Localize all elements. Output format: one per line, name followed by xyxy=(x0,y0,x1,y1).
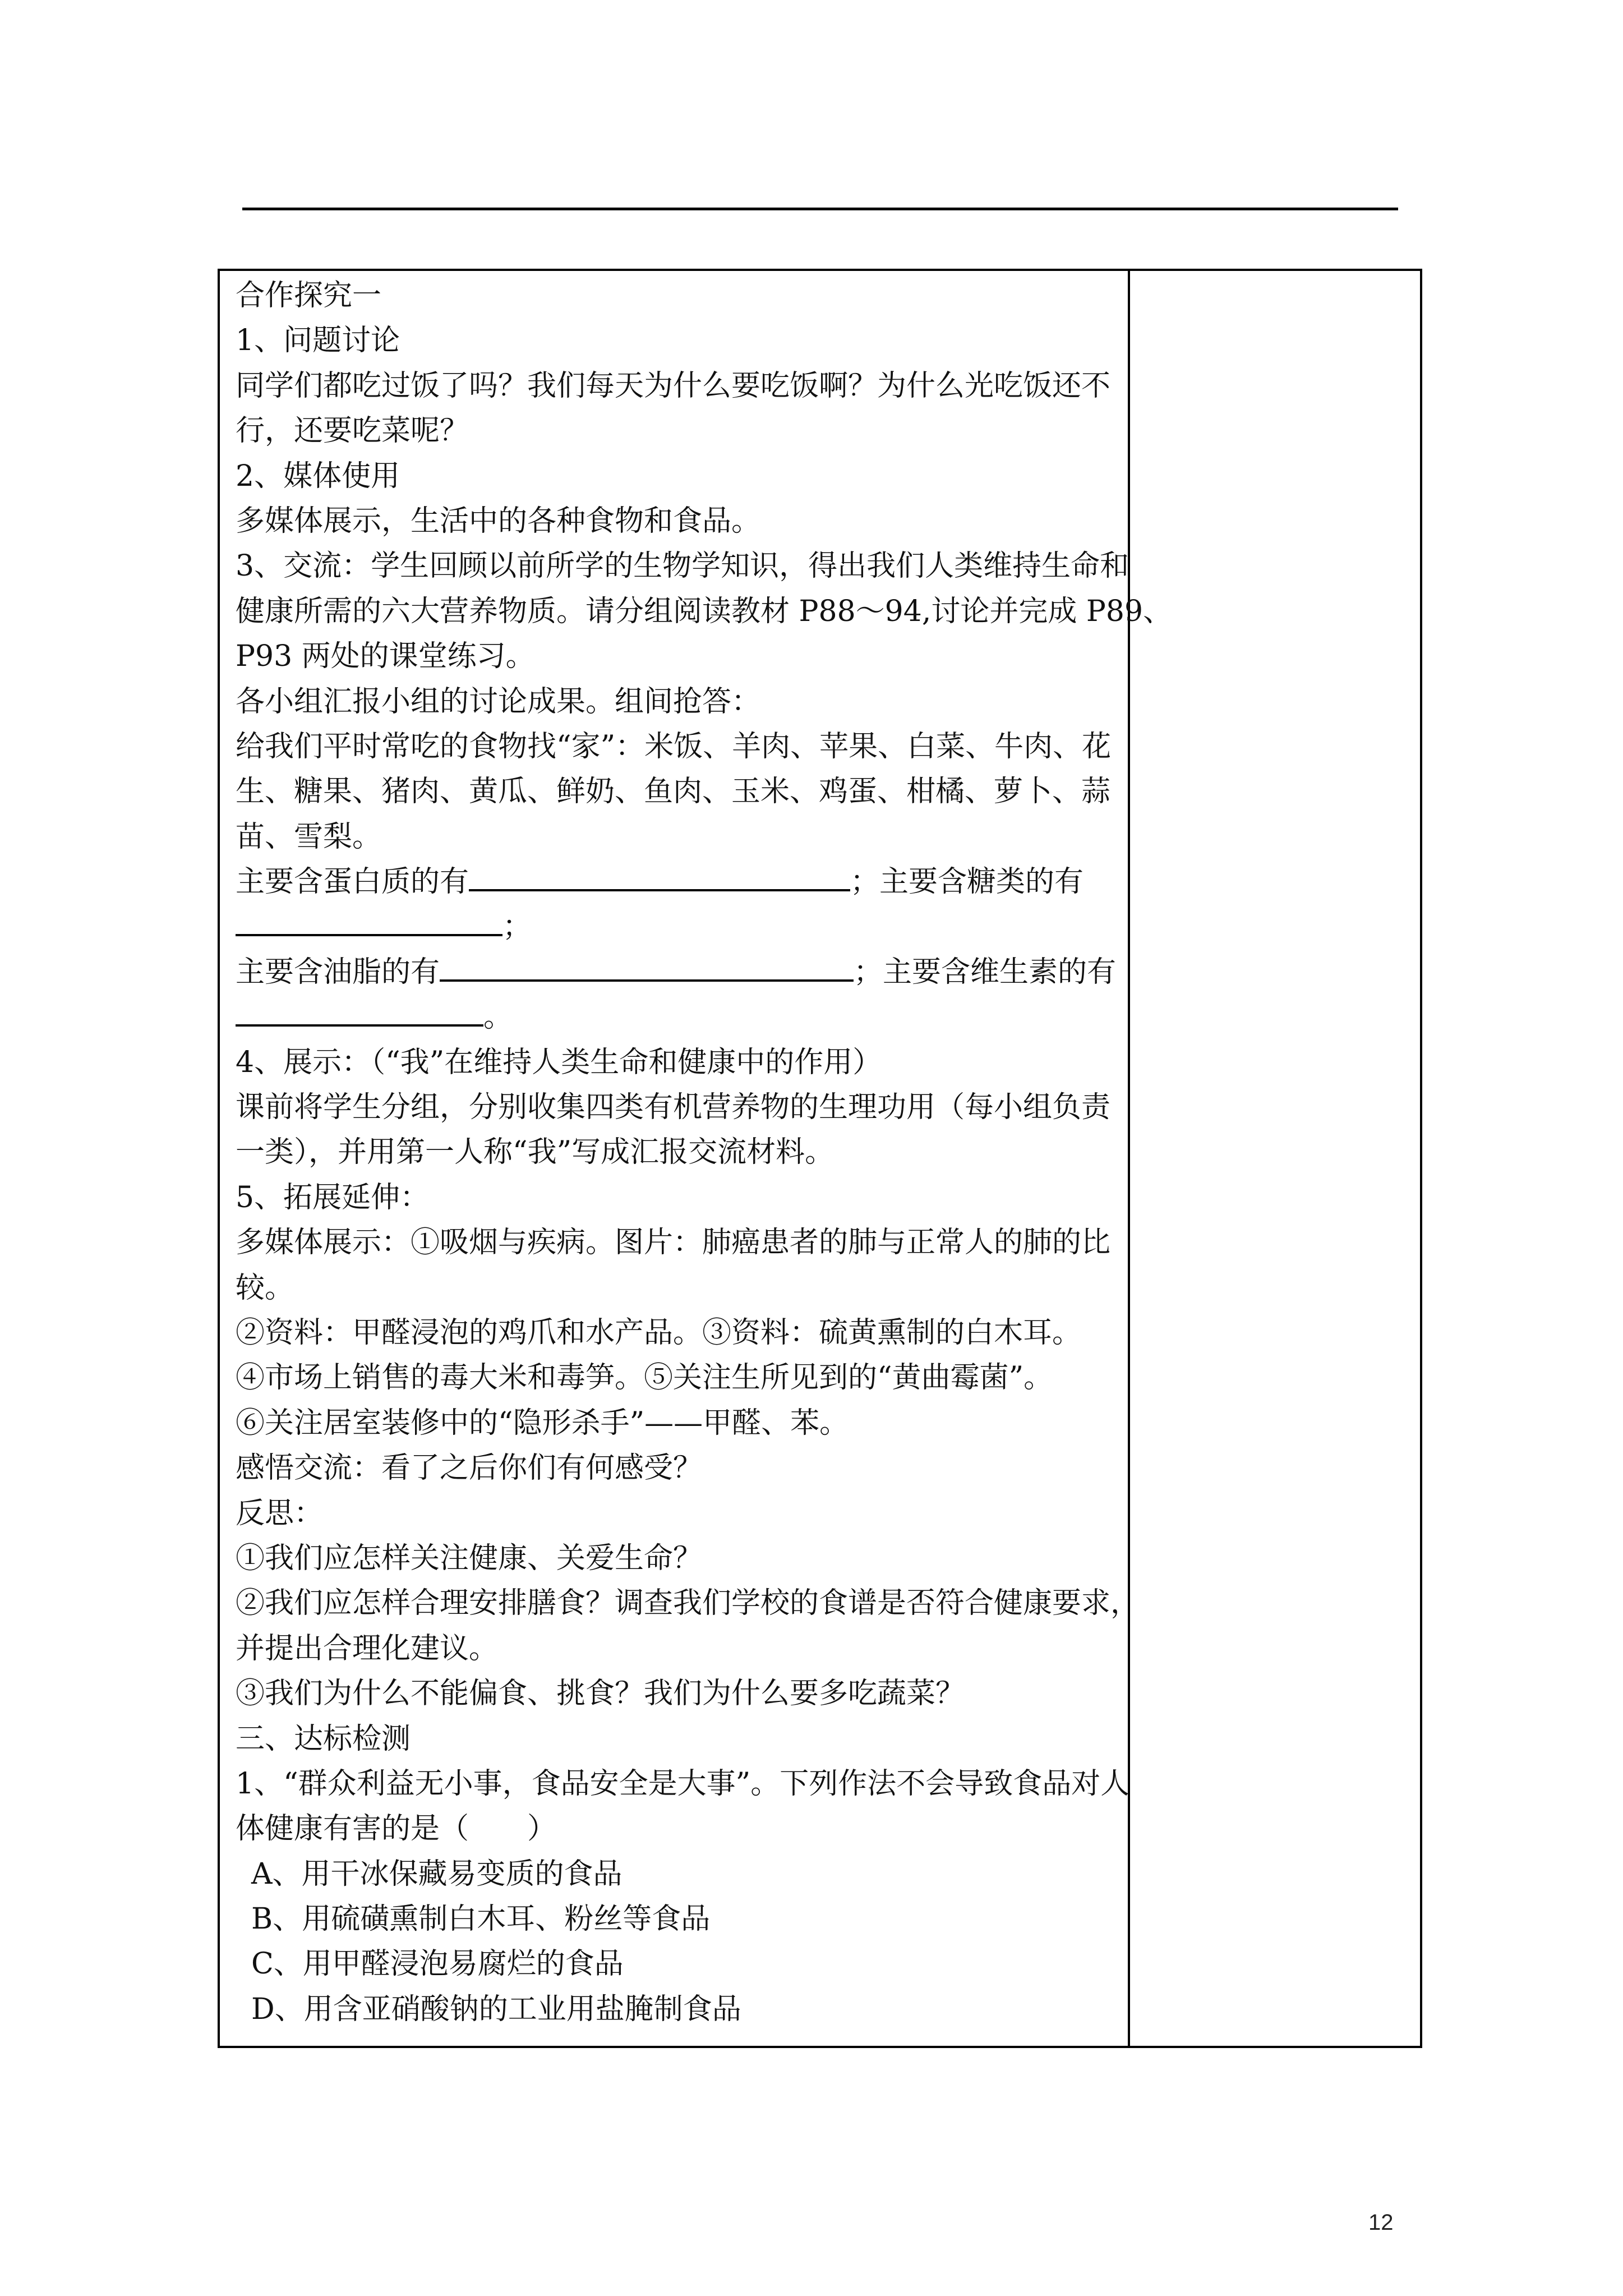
separator: ； xyxy=(502,910,532,944)
fill-line-sugar xyxy=(236,904,1122,949)
text-line: 5、拓展延伸： xyxy=(236,1180,430,1214)
text-line: 1、问题讨论 xyxy=(236,324,400,358)
text-line: 4、展示：（“我”在维持人类生命和健康中的作用） xyxy=(236,1045,882,1079)
lesson-content xyxy=(236,273,1173,2032)
section-heading: 三、达标检测 xyxy=(236,1722,411,1756)
end-mark: 。 xyxy=(483,1000,513,1034)
text-line: 多媒体展示：①吸烟与疾病。图片：肺癌患者的肺与正常人的肺的比 xyxy=(236,1226,1111,1260)
text-line: ②资料：甲醛浸泡的鸡爪和水产品。③资料：硫黄熏制的白木耳。 xyxy=(236,1315,1082,1350)
sugar-blank[interactable] xyxy=(236,908,502,936)
text-line: 反思： xyxy=(236,1496,324,1530)
option-d: D、用含亚硝酸钠的工业用盐腌制食品 xyxy=(251,1992,741,2026)
sugar-label: ；主要含糖类的有 xyxy=(850,865,1084,899)
option-c: C、用甲醛浸泡易腐烂的食品 xyxy=(251,1947,624,1981)
text-line: 并提出合理化建议。 xyxy=(236,1631,499,1665)
text-line: 生、糖果、猪肉、黄瓜、鲜奶、鱼肉、玉米、鸡蛋、柑橘、萝卜、蒜 xyxy=(236,775,1111,809)
text-line: ⑥关注居室装修中的“隐形杀手”——甲醛、苯。 xyxy=(236,1406,849,1440)
fat-label: 主要含油脂的有 xyxy=(236,955,440,989)
protein-blank[interactable] xyxy=(469,863,850,891)
text-line: ②我们应怎样合理安排膳食？调查我们学校的食谱是否符合健康要求， xyxy=(236,1586,1140,1621)
text-line: 健康所需的六大营养物质。请分组阅读教材 P88～94,讨论并完成 P89、 xyxy=(236,594,1173,628)
text-line: ③我们为什么不能偏食、挑食？我们为什么要多吃蔬菜？ xyxy=(236,1677,965,1711)
text-line: 各小组汇报小组的讨论成果。组间抢答： xyxy=(236,684,761,719)
page-number: 12 xyxy=(1368,2210,1394,2235)
text-line: 3、交流：学生回顾以前所学的生物学知识，得出我们人类维持生命和 xyxy=(236,549,1129,583)
text-line: 同学们都吃过饭了吗？我们每天为什么要吃饭啊？为什么光吃饭还不 xyxy=(236,369,1111,403)
text-line: 苗、雪梨。 xyxy=(236,820,382,854)
text-line: 较。 xyxy=(236,1271,294,1305)
fill-line-vitamin xyxy=(236,995,1122,1039)
question-text: 体健康有害的是（ ） xyxy=(236,1812,557,1846)
text-line: 课前将学生分组，分别收集四类有机营养物的生理功用（每小组负责 xyxy=(236,1091,1111,1125)
text-line: 2、媒体使用 xyxy=(236,459,400,493)
fill-line-fat xyxy=(236,950,1122,995)
text-line: 多媒体展示，生活中的各种食物和食品。 xyxy=(236,504,761,538)
option-b: B、用硫磺熏制白木耳、粉丝等食品 xyxy=(251,1902,711,1936)
text-line: ④市场上销售的毒大米和毒笋。⑤关注生所见到的“黄曲霉菌”。 xyxy=(236,1361,1053,1395)
text-line: 给我们平时常吃的食物找“家”：米饭、羊肉、苹果、白菜、牛肉、花 xyxy=(236,729,1112,763)
vitamin-label: ；主要含维生素的有 xyxy=(854,955,1117,989)
text-line: ①我们应怎样关注健康、关爱生命？ xyxy=(236,1541,703,1575)
option-a: A、用干冰保藏易变质的食品 xyxy=(251,1857,623,1891)
text-line: 行，还要吃菜呢？ xyxy=(236,414,469,448)
vitamin-blank[interactable] xyxy=(236,999,483,1027)
text-line: 感悟交流：看了之后你们有何感受？ xyxy=(236,1451,703,1485)
header-rule xyxy=(242,208,1398,210)
protein-label: 主要含蛋白质的有 xyxy=(236,865,469,899)
text-line: 一类），并用第一人称“我”写成汇报交流材料。 xyxy=(236,1135,834,1170)
fat-blank[interactable] xyxy=(440,954,854,982)
fill-line-protein xyxy=(236,859,1122,904)
question-text: 1、“群众利益无小事，食品安全是大事”。下列作法不会导致食品对人 xyxy=(236,1766,1130,1801)
section-heading: 合作探究一 xyxy=(236,279,382,312)
text-line: P93 两处的课堂练习。 xyxy=(236,639,535,674)
